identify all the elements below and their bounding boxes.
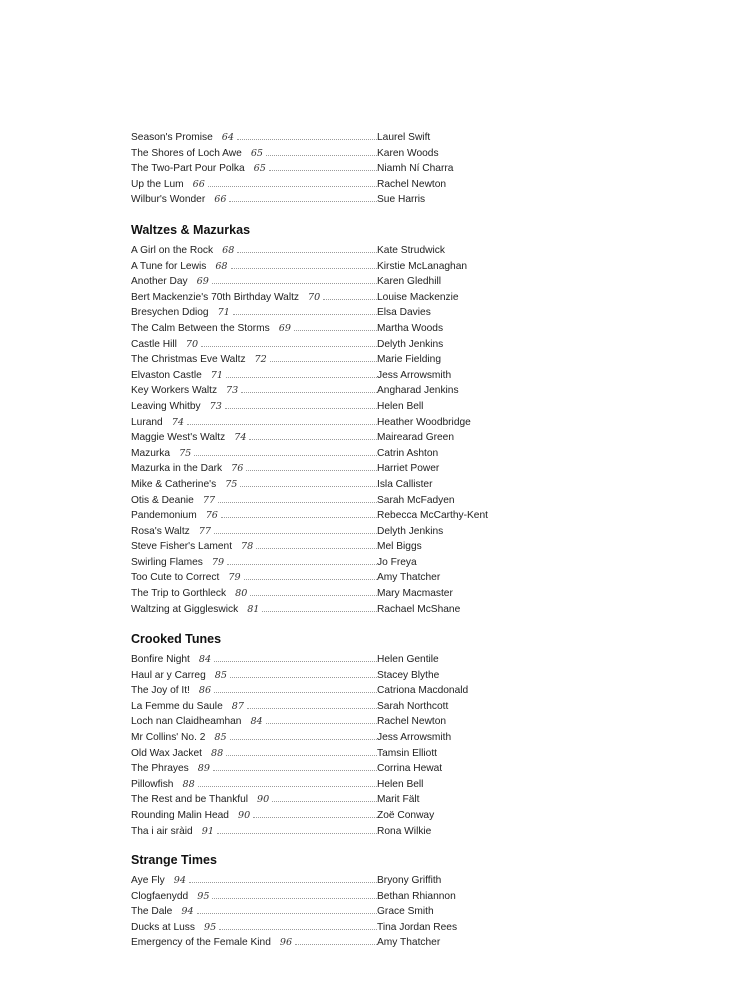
toc-entry xyxy=(131,259,511,275)
composer-name: Rebecca McCarthy-Kent xyxy=(377,510,488,522)
tune-title: The Two-Part Pour Polka xyxy=(131,163,245,175)
toc-entry xyxy=(131,824,511,840)
dot-leader xyxy=(250,595,377,596)
toc-entry xyxy=(131,461,511,477)
composer-name: Louise Mackenzie xyxy=(377,291,459,303)
composer-name: Stacey Blythe xyxy=(377,669,440,681)
dot-leader xyxy=(240,486,377,487)
dot-leader xyxy=(189,882,377,883)
toc-entry xyxy=(131,683,511,699)
dot-leader xyxy=(226,755,377,756)
composer-name: Jo Freya xyxy=(377,556,417,568)
page-number: 76 xyxy=(231,463,244,475)
toc-entry xyxy=(131,730,511,746)
composer-name: Bethan Rhiannon xyxy=(377,890,456,902)
dot-leader xyxy=(219,929,377,930)
toc-entry xyxy=(131,792,511,808)
toc-entry xyxy=(131,243,511,259)
dot-leader xyxy=(213,770,377,771)
tune-title: Old Wax Jacket xyxy=(131,747,202,759)
tune-title: Another Day xyxy=(131,276,188,288)
composer-name: Grace Smith xyxy=(377,906,434,918)
tune-title: The Calm Between the Storms xyxy=(131,322,270,334)
tune-title: Key Workers Waltz xyxy=(131,385,218,397)
dot-leader xyxy=(214,692,377,693)
page-number: 71 xyxy=(210,369,223,381)
toc-entry-left xyxy=(131,570,377,586)
dot-leader xyxy=(294,330,377,331)
toc-entry-left xyxy=(131,430,377,446)
composer-name: Amy Thatcher xyxy=(377,572,441,584)
page-number: 66 xyxy=(192,178,205,190)
tune-title: Mazurka in the Dark xyxy=(131,463,223,475)
tune-title: The Rest and be Thankful xyxy=(131,794,249,806)
toc-entry-left xyxy=(131,746,377,762)
page-number: 91 xyxy=(201,825,214,837)
toc-entry-left xyxy=(131,399,377,415)
dot-leader xyxy=(218,502,377,503)
toc-entry-left xyxy=(131,259,377,275)
toc-entry xyxy=(131,337,511,353)
toc-entry-left xyxy=(131,461,377,477)
dot-leader xyxy=(226,377,377,378)
tune-title: The Dale xyxy=(131,906,173,918)
toc-entry xyxy=(131,415,511,431)
toc-entry-left xyxy=(131,777,377,793)
tune-title: Castle Hill xyxy=(131,338,177,350)
toc-entry xyxy=(131,808,511,824)
toc-section-waltzes-mazurkas xyxy=(131,222,511,617)
toc-entry-left xyxy=(131,493,377,509)
dot-leader xyxy=(198,786,377,787)
tune-title: Waltzing at Giggleswick xyxy=(131,603,239,615)
tune-title: Emergency of the Female Kind xyxy=(131,937,271,949)
tune-title: La Femme du Saule xyxy=(131,700,223,712)
dot-leader xyxy=(246,470,377,471)
composer-name: Mary Macmaster xyxy=(377,588,453,600)
page-number: 90 xyxy=(257,794,270,806)
dot-leader xyxy=(266,723,377,724)
composer-name: Sue Harris xyxy=(377,194,426,206)
tune-title: Too Cute to Correct xyxy=(131,572,220,584)
dot-leader xyxy=(201,346,377,347)
toc-entry xyxy=(131,555,511,571)
tune-title: The Christmas Eve Waltz xyxy=(131,354,246,366)
page-number: 87 xyxy=(231,700,244,712)
tune-title: The Phrayes xyxy=(131,763,189,775)
toc-entry-left xyxy=(131,602,377,618)
toc-entry-left xyxy=(131,290,377,306)
composer-name: Marie Fielding xyxy=(377,354,441,366)
tune-title: Steve Fisher's Lament xyxy=(131,541,233,553)
dot-leader xyxy=(214,661,377,662)
composer-name: Catrin Ashton xyxy=(377,447,439,459)
page-number: 95 xyxy=(203,921,217,933)
dot-leader xyxy=(227,564,377,565)
toc-entry xyxy=(131,477,511,493)
dot-leader xyxy=(253,817,377,818)
toc-entry-left xyxy=(131,935,377,951)
page-number: 85 xyxy=(214,669,227,681)
toc-section-continued xyxy=(131,130,511,208)
dot-leader xyxy=(237,139,377,140)
dot-leader xyxy=(323,299,377,300)
toc-entry xyxy=(131,146,511,162)
toc-entry xyxy=(131,699,511,715)
toc-entry-left xyxy=(131,274,377,290)
composer-name: Laurel Swift xyxy=(377,132,431,143)
composer-name: Amy Thatcher xyxy=(377,937,441,949)
toc-section-strange-times xyxy=(131,852,511,951)
toc-entry xyxy=(131,524,511,540)
toc-entry-left xyxy=(131,161,377,177)
toc-entry xyxy=(131,889,511,905)
page-number: 70 xyxy=(308,291,321,303)
page-number: 70 xyxy=(185,338,199,350)
tune-title: Mazurka xyxy=(131,447,171,459)
composer-name: Delyth Jenkins xyxy=(377,525,444,537)
tune-title: Elvaston Castle xyxy=(131,369,202,381)
toc-entry xyxy=(131,920,511,936)
page-number: 89 xyxy=(197,763,210,775)
dot-leader xyxy=(221,517,377,518)
composer-name: Isla Callister xyxy=(377,478,433,490)
toc-entry-left xyxy=(131,683,377,699)
tune-title: Bert Mackenzie's 70th Birthday Waltz xyxy=(131,291,300,303)
dot-leader xyxy=(247,708,377,709)
dot-leader xyxy=(262,611,377,612)
toc-entry xyxy=(131,935,511,951)
toc-entry-left xyxy=(131,889,377,905)
dot-leader xyxy=(272,801,377,802)
toc-entry xyxy=(131,383,511,399)
page-number: 90 xyxy=(237,809,251,821)
dot-leader xyxy=(187,424,377,425)
composer-name: Kirstie McLanaghan xyxy=(377,260,468,272)
composer-name: Mairearad Green xyxy=(377,432,455,444)
tune-title: Pillowfish xyxy=(131,778,174,790)
composer-name: Marit Fält xyxy=(377,794,420,806)
page-number: 65 xyxy=(253,163,266,175)
tune-title: Wilbur's Wonder xyxy=(131,194,206,206)
toc-entry-left xyxy=(131,446,377,462)
dot-leader xyxy=(212,898,377,899)
page-number: 73 xyxy=(209,400,222,412)
tune-title: Bonfire Night xyxy=(131,654,190,665)
composer-name: Helen Bell xyxy=(377,778,424,790)
dot-leader xyxy=(233,314,377,315)
tune-title: Pandemonium xyxy=(131,510,197,522)
toc-entry xyxy=(131,192,511,208)
page-number: 79 xyxy=(211,556,225,568)
toc-entry-left xyxy=(131,146,377,162)
toc-entry xyxy=(131,161,511,177)
dot-leader xyxy=(249,439,377,440)
composer-name: Rachael McShane xyxy=(377,603,461,615)
page-number: 88 xyxy=(182,778,195,790)
toc-entry xyxy=(131,430,511,446)
page-number: 75 xyxy=(225,478,238,490)
page-number: 94 xyxy=(173,875,186,886)
dot-leader xyxy=(214,533,377,534)
page-number: 77 xyxy=(198,525,211,537)
page-number: 88 xyxy=(210,747,224,759)
page-number: 76 xyxy=(205,510,218,522)
tune-title: Up the Lum xyxy=(131,178,184,190)
toc-entry xyxy=(131,714,511,730)
dot-leader xyxy=(217,833,377,834)
toc-entry-left xyxy=(131,808,377,824)
composer-name: Helen Bell xyxy=(377,400,424,412)
composer-name: Delyth Jenkins xyxy=(377,338,444,350)
composer-name: Rona Wilkie xyxy=(377,825,432,837)
toc-entry-left xyxy=(131,920,377,936)
page-number: 69 xyxy=(196,276,209,288)
page-number: 74 xyxy=(171,416,184,428)
composer-name: Rachel Newton xyxy=(377,716,447,728)
page-number: 68 xyxy=(215,260,228,272)
composer-name: Sarah McFadyen xyxy=(377,494,455,506)
dot-leader xyxy=(212,283,377,284)
composer-name: Niamh Ní Charra xyxy=(377,163,454,175)
page-number: 72 xyxy=(254,354,267,366)
page-number: 79 xyxy=(228,572,241,584)
toc-entry-left xyxy=(131,337,377,353)
tune-title: Otis & Deanie xyxy=(131,494,194,506)
toc-entry xyxy=(131,274,511,290)
toc-entry-left xyxy=(131,192,377,208)
composer-name: Sarah Northcott xyxy=(377,700,449,712)
composer-name: Helen Gentile xyxy=(377,654,439,665)
dot-leader xyxy=(241,392,377,393)
tune-title: Bresychen Ddiog xyxy=(131,307,209,319)
composer-name: Zoë Conway xyxy=(377,809,435,821)
toc-entry xyxy=(131,508,511,524)
page-number: 81 xyxy=(247,603,260,615)
dot-leader xyxy=(230,739,377,740)
dot-leader xyxy=(208,186,377,187)
toc-entry-left xyxy=(131,352,377,368)
toc-entry-left xyxy=(131,415,377,431)
composer-name: Karen Woods xyxy=(377,147,439,159)
toc-entry-left xyxy=(131,383,377,399)
page-number: 75 xyxy=(179,447,192,459)
page-number: 69 xyxy=(278,322,291,334)
page-number: 64 xyxy=(221,132,235,143)
toc-entry-left xyxy=(131,555,377,571)
tune-title: Maggie West's Waltz xyxy=(131,432,226,444)
page-number: 94 xyxy=(181,906,194,918)
composer-name: Jess Arrowsmith xyxy=(377,731,452,743)
page-number: 78 xyxy=(241,541,254,553)
page-number: 96 xyxy=(279,937,293,949)
composer-name: Martha Woods xyxy=(377,322,444,334)
toc-entry xyxy=(131,130,511,146)
dot-leader xyxy=(256,548,377,549)
dot-leader xyxy=(237,252,377,253)
toc-entry-left xyxy=(131,477,377,493)
toc-entry xyxy=(131,602,511,618)
composer-name: Corrina Hewat xyxy=(377,763,443,775)
tune-title: Season's Promise xyxy=(131,132,213,143)
toc-entry-left xyxy=(131,873,377,889)
composer-name: Mel Biggs xyxy=(377,541,422,553)
composer-name: Karen Gledhill xyxy=(377,276,441,288)
toc-entry-left xyxy=(131,524,377,540)
page-number: 84 xyxy=(250,716,263,728)
tune-title: Swirling Flames xyxy=(131,556,203,568)
toc-entry xyxy=(131,668,511,684)
dot-leader xyxy=(197,913,377,914)
composer-name: Rachel Newton xyxy=(377,178,447,190)
composer-name: Jess Arrowsmith xyxy=(377,369,452,381)
toc-entry-left xyxy=(131,904,377,920)
toc-entry-left xyxy=(131,714,377,730)
toc-entry xyxy=(131,652,511,668)
tune-title: The Shores of Loch Awe xyxy=(131,147,242,159)
page-number: 86 xyxy=(198,685,212,697)
toc-entry xyxy=(131,446,511,462)
toc-entry-left xyxy=(131,586,377,602)
tune-title: Mike & Catherine's xyxy=(131,478,217,490)
dot-leader xyxy=(270,361,377,362)
tune-title: Haul ar y Carreg xyxy=(131,669,206,681)
toc-entry xyxy=(131,305,511,321)
tune-title: Rounding Malin Head xyxy=(131,809,229,821)
tune-title: Leaving Whitby xyxy=(131,400,201,412)
tune-title: Clogfaenydd xyxy=(131,890,189,902)
toc-entry xyxy=(131,177,511,193)
dot-leader xyxy=(194,455,377,456)
tune-title: Ducks at Luss xyxy=(131,921,195,933)
toc-entry xyxy=(131,493,511,509)
page-number: 65 xyxy=(250,147,264,159)
page-number: 80 xyxy=(235,588,248,600)
composer-name: Tina Jordan Rees xyxy=(377,921,458,933)
toc-entry xyxy=(131,368,511,384)
toc-entry-left xyxy=(131,730,377,746)
page-number: 77 xyxy=(202,494,216,506)
toc-entry xyxy=(131,761,511,777)
tune-title: The Joy of It! xyxy=(131,685,190,697)
toc-entry xyxy=(131,777,511,793)
toc-entry-left xyxy=(131,368,377,384)
tune-title: A Tune for Lewis xyxy=(131,260,207,272)
composer-name: Kate Strudwick xyxy=(377,245,445,256)
section-heading: Waltzes & Mazurkas xyxy=(131,223,251,237)
composer-name: Bryony Griffith xyxy=(377,875,442,886)
dot-leader xyxy=(269,170,377,171)
page-number: 68 xyxy=(222,245,235,256)
page-number: 66 xyxy=(214,194,227,206)
composer-name: Harriet Power xyxy=(377,463,440,475)
page-number: 73 xyxy=(226,385,239,397)
toc-entry xyxy=(131,904,511,920)
toc-entry xyxy=(131,352,511,368)
toc-entry-left xyxy=(131,539,377,555)
toc-entry xyxy=(131,873,511,889)
dot-leader xyxy=(230,677,377,678)
toc-entry-left xyxy=(131,243,377,259)
page-number: 95 xyxy=(197,890,210,902)
toc-entry-left xyxy=(131,130,377,146)
tune-title: Tha i air sràid xyxy=(131,825,193,837)
toc-entry-left xyxy=(131,761,377,777)
composer-name: Angharad Jenkins xyxy=(377,385,459,397)
toc-entry-left xyxy=(131,321,377,337)
toc-entry xyxy=(131,399,511,415)
dot-leader xyxy=(229,201,377,202)
tune-title: Loch nan Claidheamhan xyxy=(131,716,242,728)
tune-title: A Girl on the Rock xyxy=(131,245,214,256)
toc-entry xyxy=(131,290,511,306)
toc-entry xyxy=(131,539,511,555)
toc-entry-left xyxy=(131,305,377,321)
toc-entry xyxy=(131,321,511,337)
toc-entry xyxy=(131,586,511,602)
composer-name: Heather Woodbridge xyxy=(377,416,471,428)
tune-title: Aye Fly xyxy=(131,875,165,886)
toc-entry-left xyxy=(131,652,377,668)
tune-title: Lurand xyxy=(131,416,163,428)
dot-leader xyxy=(295,944,377,945)
dot-leader xyxy=(244,579,377,580)
toc-section-crooked-tunes xyxy=(131,631,511,839)
section-heading: Crooked Tunes xyxy=(131,632,222,646)
toc-entry-left xyxy=(131,668,377,684)
composer-name: Tamsin Elliott xyxy=(377,747,438,759)
tune-title: The Trip to Gorthleck xyxy=(131,588,227,600)
section-heading: Strange Times xyxy=(131,853,217,867)
dot-leader xyxy=(266,155,377,156)
toc-entry-left xyxy=(131,792,377,808)
toc-entry xyxy=(131,570,511,586)
page-number: 85 xyxy=(214,731,227,743)
toc-entry-left xyxy=(131,508,377,524)
toc-entry xyxy=(131,746,511,762)
page-number: 74 xyxy=(234,432,247,444)
toc-entry-left xyxy=(131,824,377,840)
composer-name: Elsa Davies xyxy=(377,307,431,319)
page-number: 84 xyxy=(198,654,212,665)
tune-title: Mr Collins' No. 2 xyxy=(131,731,206,743)
dot-leader xyxy=(225,408,377,409)
toc-entry-left xyxy=(131,699,377,715)
dot-leader xyxy=(231,268,377,269)
composer-name: Catriona Macdonald xyxy=(377,685,469,697)
page-number: 71 xyxy=(217,307,230,319)
toc-entry-left xyxy=(131,177,377,193)
tune-title: Rosa's Waltz xyxy=(131,525,190,537)
